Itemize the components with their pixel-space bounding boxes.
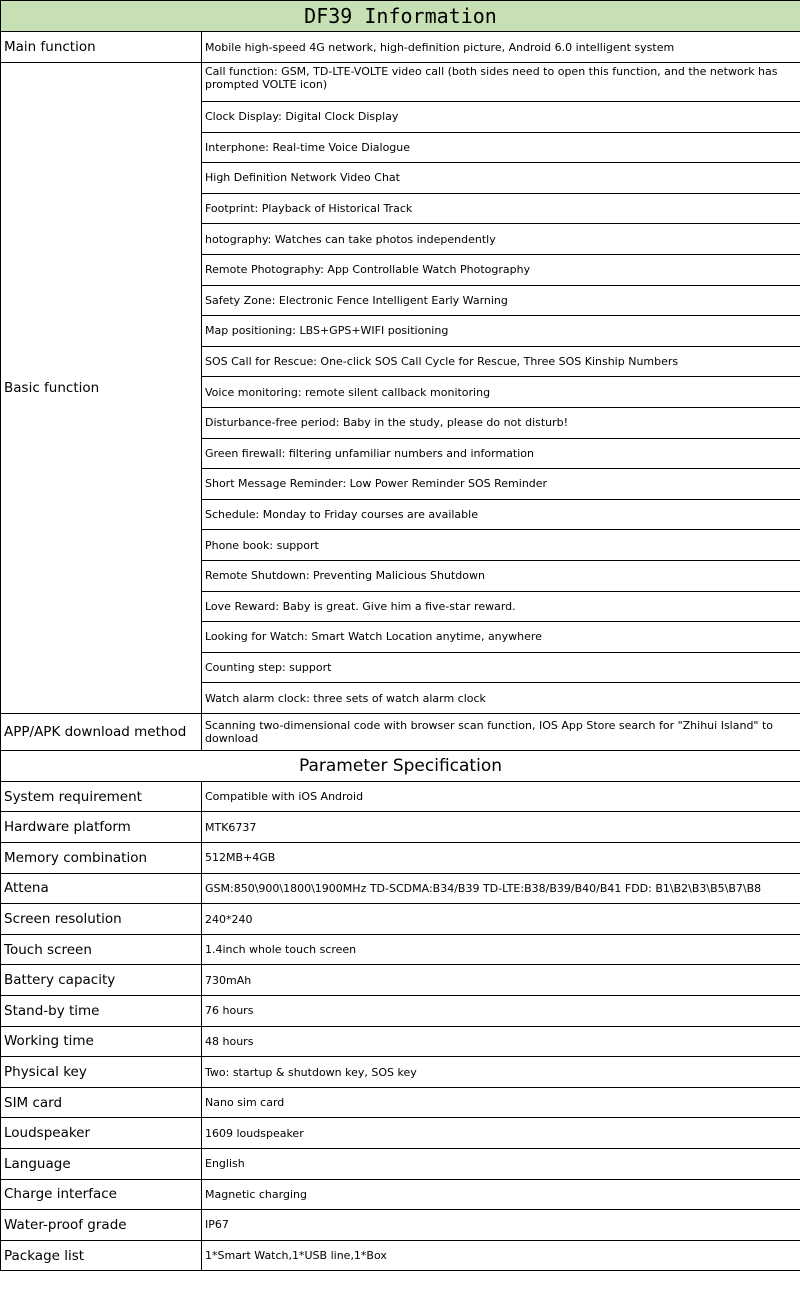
basic-function-item: Call function: GSM, TD-LTE-VOLTE video call (both sides need to open this function, and the network has prompted VOLTE icon) bbox=[202, 63, 800, 102]
basic-function-item: Voice monitoring: remote silent callback monitoring bbox=[202, 377, 800, 408]
parameter-row bbox=[1, 812, 800, 843]
parameter-row bbox=[1, 1149, 800, 1180]
basic-function-item: Watch alarm clock: three sets of watch alarm clock bbox=[202, 683, 800, 714]
title-row bbox=[1, 1, 800, 32]
parameter-value: 76 hours bbox=[202, 996, 800, 1027]
parameter-row bbox=[1, 1118, 800, 1149]
parameter-label: Charge interface bbox=[1, 1179, 202, 1210]
parameter-row bbox=[1, 904, 800, 935]
parameter-label: Battery capacity bbox=[1, 965, 202, 996]
parameter-value: IP67 bbox=[202, 1210, 800, 1241]
parameter-row bbox=[1, 1240, 800, 1271]
basic-function-item: Disturbance-free period: Baby in the study, please do not disturb! bbox=[202, 407, 800, 438]
parameter-label: Water-proof grade bbox=[1, 1210, 202, 1241]
parameter-row bbox=[1, 996, 800, 1027]
parameter-value: MTK6737 bbox=[202, 812, 800, 843]
parameter-label: Stand-by time bbox=[1, 996, 202, 1027]
basic-function-item: Phone book: support bbox=[202, 530, 800, 561]
parameter-label: Hardware platform bbox=[1, 812, 202, 843]
basic-function-item: Looking for Watch: Smart Watch Location anytime, anywhere bbox=[202, 622, 800, 653]
parameter-label: Language bbox=[1, 1149, 202, 1180]
basic-function-item: hotography: Watches can take photos independently bbox=[202, 224, 800, 255]
parameter-label: Package list bbox=[1, 1240, 202, 1271]
parameter-row bbox=[1, 1026, 800, 1057]
parameter-value: 240*240 bbox=[202, 904, 800, 935]
main-function-label: Main function bbox=[1, 32, 202, 63]
parameter-label: System requirement bbox=[1, 781, 202, 812]
parameter-label: Screen resolution bbox=[1, 904, 202, 935]
parameter-value: 512MB+4GB bbox=[202, 843, 800, 874]
parameter-value: 48 hours bbox=[202, 1026, 800, 1057]
basic-function-item: Short Message Reminder: Low Power Reminder SOS Reminder bbox=[202, 469, 800, 500]
parameter-row bbox=[1, 873, 800, 904]
app-download-row bbox=[1, 713, 800, 750]
main-function-row bbox=[1, 32, 800, 63]
parameter-row bbox=[1, 1087, 800, 1118]
main-function-value: Mobile high-speed 4G network, high-definition picture, Android 6.0 intelligent system bbox=[202, 32, 800, 63]
parameter-value: 1.4inch whole touch screen bbox=[202, 934, 800, 965]
parameter-row bbox=[1, 965, 800, 996]
basic-function-item: Remote Shutdown: Preventing Malicious Shutdown bbox=[202, 560, 800, 591]
parameter-value: 1*Smart Watch,1*USB line,1*Box bbox=[202, 1240, 800, 1271]
parameter-row bbox=[1, 781, 800, 812]
basic-function-item: Schedule: Monday to Friday courses are available bbox=[202, 499, 800, 530]
basic-function-item: Safety Zone: Electronic Fence Intelligent Early Warning bbox=[202, 285, 800, 316]
parameter-value: Two: startup & shutdown key, SOS key bbox=[202, 1057, 800, 1088]
parameter-row bbox=[1, 1057, 800, 1088]
parameter-row bbox=[1, 1179, 800, 1210]
parameter-label: Working time bbox=[1, 1026, 202, 1057]
parameter-value: Nano sim card bbox=[202, 1087, 800, 1118]
parameter-value: Compatible with iOS Android bbox=[202, 781, 800, 812]
parameter-value: GSM:850\900\1800\1900MHz TD-SCDMA:B34/B39 TD-LTE:B38/B39/B40/B41 FDD: B1\B2\B3\B5\B7\B8 bbox=[202, 873, 800, 904]
parameter-label: Physical key bbox=[1, 1057, 202, 1088]
parameter-value: 1609 loudspeaker bbox=[202, 1118, 800, 1149]
page-title: DF39 Information bbox=[1, 1, 800, 32]
parameter-label: Attena bbox=[1, 873, 202, 904]
parameter-label: Touch screen bbox=[1, 934, 202, 965]
basic-function-item: High Definition Network Video Chat bbox=[202, 163, 800, 194]
app-download-value: Scanning two-dimensional code with browser scan function, IOS App Store search for "Zhihui Island" to download bbox=[202, 713, 800, 750]
parameter-row bbox=[1, 934, 800, 965]
basic-function-item: Footprint: Playback of Historical Track bbox=[202, 193, 800, 224]
parameter-value: English bbox=[202, 1149, 800, 1180]
parameter-value: 730mAh bbox=[202, 965, 800, 996]
parameter-label: Memory combination bbox=[1, 843, 202, 874]
parameter-value: Magnetic charging bbox=[202, 1179, 800, 1210]
parameter-row bbox=[1, 1210, 800, 1241]
basic-function-item: Map positioning: LBS+GPS+WIFI positioning bbox=[202, 316, 800, 347]
basic-function-label: Basic function bbox=[1, 63, 202, 714]
parameter-section-title: Parameter Specification bbox=[1, 750, 800, 781]
parameter-label: SIM card bbox=[1, 1087, 202, 1118]
basic-function-item: Clock Display: Digital Clock Display bbox=[202, 102, 800, 133]
basic-function-item: Remote Photography: App Controllable Watch Photography bbox=[202, 254, 800, 285]
basic-function-item: Counting step: support bbox=[202, 652, 800, 683]
parameter-title-row bbox=[1, 750, 800, 781]
basic-function-item: SOS Call for Rescue: One-click SOS Call Cycle for Rescue, Three SOS Kinship Numbers bbox=[202, 346, 800, 377]
basic-function-item: Green firewall: filtering unfamiliar numbers and information bbox=[202, 438, 800, 469]
basic-function-row bbox=[1, 63, 800, 102]
parameter-label: Loudspeaker bbox=[1, 1118, 202, 1149]
parameter-row bbox=[1, 843, 800, 874]
basic-function-item: Love Reward: Baby is great. Give him a five-star reward. bbox=[202, 591, 800, 622]
app-download-label: APP/APK download method bbox=[1, 713, 202, 750]
basic-function-item: Interphone: Real-time Voice Dialogue bbox=[202, 132, 800, 163]
